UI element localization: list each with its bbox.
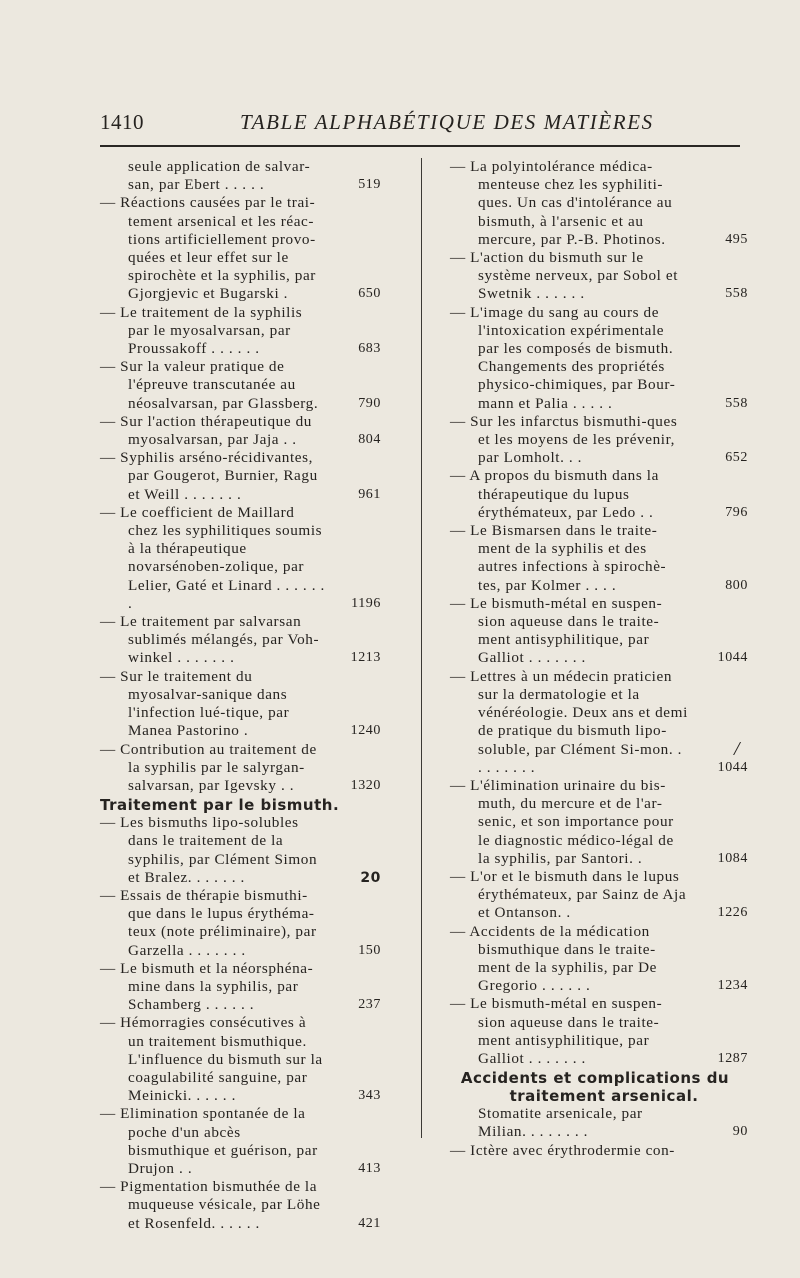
index-entry bbox=[450, 1142, 740, 1160]
index-entry bbox=[450, 995, 748, 1068]
index-entry bbox=[450, 158, 748, 249]
entry-text: — Le traitement de la syphilis par le myosalvarsan, par Proussakoff . . . . . . bbox=[100, 303, 303, 358]
entry-text: — Pigmentation bismuthée de la muqueuse vésicale, par Löhe et Rosenfeld. . . . . . bbox=[100, 1178, 321, 1232]
index-entry bbox=[100, 667, 381, 741]
page-reference: 237 bbox=[358, 997, 381, 1013]
entry-text: — Contribution au traitement de la syphilis par le salyrgan-salvarsan, par Igevsky . . bbox=[100, 740, 317, 794]
index-entry bbox=[450, 303, 748, 413]
right-column bbox=[450, 158, 748, 1160]
page-reference: 800 bbox=[725, 577, 748, 593]
page-reference: 652 bbox=[725, 450, 748, 466]
entry-text: — Le bismuth et la néorsphéna-mine dans la syphilis, par Schamberg . . . . . . bbox=[100, 959, 314, 1014]
index-entry bbox=[450, 776, 748, 868]
entry-text: — Le Bismarsen dans le traite-ment de la syphilis et des autres infections à spirochè-tes, par Kolmer . . . . bbox=[450, 522, 667, 594]
page-reference: 1044 bbox=[717, 650, 748, 666]
index-entry bbox=[100, 1178, 381, 1233]
page-reference: 1044 bbox=[717, 759, 748, 775]
entry-text: — La polyintolérance médica-menteuse chez les syphiliti-ques. Un cas d'intolérance au bismuth, à l'arsenic et au mercure, par P.-B. Photinos. bbox=[450, 158, 673, 248]
entry-text: — Elimination spontanée de la poche d'un abcès bismuthique et guérison, par Drujon . . bbox=[100, 1105, 318, 1177]
entry-text: — Le bismuth-métal en suspen-sion aqueuse dans le traite-ment antisyphilitique, par Galliot . . . . . . . bbox=[450, 995, 663, 1067]
page-reference: 519 bbox=[358, 177, 381, 193]
page-reference: 1287 bbox=[717, 1050, 748, 1066]
page-reference: 558 bbox=[725, 286, 748, 302]
entry-text: Stomatite arsenicale, par Milian. . . . . . . . bbox=[478, 1105, 643, 1141]
entry-text: — Les bismuths lipo-solubles dans le traitement de la syphilis, par Clément Simon et Bralez. . . . . . . bbox=[100, 814, 318, 886]
entry-text: — Le bismuth-métal en suspen-sion aqueuse dans le traite-ment antisyphilitique, par Galliot . . . . . . . bbox=[450, 594, 663, 667]
index-entry bbox=[450, 922, 748, 996]
index-entry bbox=[100, 740, 381, 796]
entry-text: — L'élimination urinaire du bis-muth, du mercure et de l'ar-senic, et son importance pour le diagnostic médico-légal de la syphilis, par Santori. . bbox=[450, 776, 674, 867]
index-entry bbox=[100, 503, 381, 613]
running-title: TABLE ALPHABÉTIQUE DES MATIÈRES bbox=[240, 110, 654, 134]
page-reference: 650 bbox=[358, 286, 381, 302]
entry-text: — Lettres à un médecin praticien sur la dermatologie et la vénéréologie. Deux ans et demi de pratique du bismuth lipo-soluble, par Clément Si-mon. . . . . . . . . bbox=[450, 667, 688, 776]
page-reference: 413 bbox=[358, 1160, 381, 1176]
index-entry bbox=[450, 249, 748, 304]
page-reference: 683 bbox=[358, 341, 381, 357]
index-entry bbox=[100, 303, 381, 359]
index-entry bbox=[100, 1014, 381, 1105]
page-reference: 20 bbox=[360, 869, 381, 886]
entry-text: — Syphilis arséno-récidivantes, par Gougerot, Burnier, Ragu et Weill . . . . . . . bbox=[100, 449, 318, 503]
page-reference: 1084 bbox=[717, 850, 748, 866]
page-reference: 796 bbox=[725, 504, 748, 520]
index-entry bbox=[100, 158, 381, 194]
entry-text: — Le traitement par salvarsan sublimés mélangés, par Voh-winkel . . . . . . . bbox=[100, 613, 320, 667]
page-reference: 343 bbox=[358, 1088, 381, 1104]
index-entry bbox=[450, 867, 748, 923]
entry-text: — Le coefficient de Maillard chez les syphilitiques soumis à la thérapeutique novarsénoben-zolique, par Lelier, Gaté et Linard . . . . . . . bbox=[100, 503, 325, 612]
page-reference: 1213 bbox=[350, 650, 381, 666]
page-reference: 804 bbox=[358, 432, 381, 448]
index-entry bbox=[450, 412, 748, 468]
entry-text: — Accidents de la médication bismuthique dans le traite-ment de la syphilis, par De Gregorio . . . . . . bbox=[450, 922, 658, 995]
left-column bbox=[100, 158, 381, 1233]
index-entry bbox=[450, 594, 748, 668]
column-divider bbox=[421, 158, 422, 1138]
page-reference: 150 bbox=[358, 942, 381, 958]
page-reference: 1196 bbox=[351, 595, 381, 611]
entry-text: — Sur les infarctus bismuthi-ques et les moyens de les prévenir, par Lomholt. . . bbox=[450, 412, 678, 467]
index-entry bbox=[100, 358, 381, 413]
index-entry bbox=[450, 1105, 748, 1141]
page-reference: 1226 bbox=[717, 905, 748, 921]
page-reference: 1240 bbox=[350, 723, 381, 739]
entry-text: — Sur le traitement du myosalvar-sanique dans l'infection lué-tique, par Manea Pastorino . bbox=[100, 667, 290, 740]
entry-text: — L'action du bismuth sur le système nerveux, par Sobol et Swetnik . . . . . . bbox=[450, 249, 679, 303]
index-entry bbox=[450, 522, 748, 595]
entry-text: — Sur la valeur pratique de l'épreuve transcutanée au néosalvarsan, par Glassberg. bbox=[100, 358, 319, 412]
entry-text: — Réactions causées par le trai-tement arsenical et les réac-tions artificiellement provo-quées et leur effet sur le spirochète et la syphilis, par Gjorgjevic et Bugarski . bbox=[100, 194, 316, 303]
entry-text: — Ictère avec érythrodermie con- bbox=[450, 1141, 675, 1159]
entry-text: — Hémorragies consécutives à un traitement bismuthique. L'influence du bismuth sur la coagulabilité sanguine, par Meinicki. . . . . . bbox=[100, 1014, 323, 1105]
page-reference: 1234 bbox=[717, 978, 748, 994]
entry-text: — Sur l'action thérapeutique du myosalvarsan, par Jaja . . bbox=[100, 412, 312, 449]
page-reference: 961 bbox=[358, 486, 381, 502]
index-entry bbox=[100, 886, 381, 960]
page-reference: 495 bbox=[725, 231, 748, 247]
page-reference: 790 bbox=[358, 395, 381, 411]
index-entry bbox=[100, 1105, 381, 1178]
index-entry bbox=[100, 613, 381, 668]
entry-text: — L'image du sang au cours de l'intoxication expérimentale par les composés de bismuth. Changements des propriétés physico-chimiques, par Bour-mann et Palia . . . . . bbox=[450, 303, 676, 412]
index-entry bbox=[450, 467, 748, 522]
index-entry bbox=[100, 412, 381, 449]
section-heading: Traitement par le bismuth. bbox=[100, 796, 340, 815]
page-reference: 1320 bbox=[350, 777, 381, 793]
entry-text: — L'or et le bismuth dans le lupus érythémateux, par Sainz de Aja et Ontanson. . bbox=[450, 867, 687, 922]
page-reference: 558 bbox=[725, 395, 748, 411]
entry-text: — A propos du bismuth dans la thérapeutique du lupus érythémateux, par Ledo . . bbox=[450, 467, 659, 521]
index-entry bbox=[450, 667, 748, 777]
entry-text: seule application de salvar-san, par Ebert . . . . . bbox=[128, 158, 311, 194]
index-entry bbox=[100, 449, 381, 504]
stray-mark: / bbox=[734, 738, 740, 760]
section-heading: Accidents et complications du traitement arsenical. bbox=[460, 1069, 730, 1106]
page-reference: 90 bbox=[732, 1124, 748, 1140]
index-entry bbox=[100, 959, 381, 1015]
index-entry bbox=[100, 194, 381, 303]
page-number: 1410 bbox=[100, 110, 144, 134]
header-rule bbox=[100, 145, 740, 147]
entry-text: — Essais de thérapie bismuthi-que dans le lupus érythéma-teux (note préliminaire), par Garzella . . . . . . . bbox=[100, 886, 317, 959]
index-entry bbox=[100, 814, 381, 887]
page-reference: 421 bbox=[358, 1215, 381, 1231]
